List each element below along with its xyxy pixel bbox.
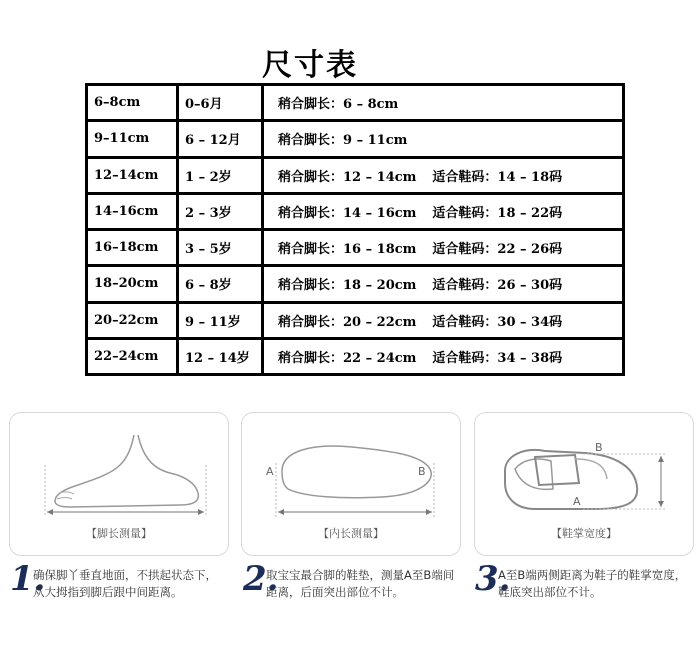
step-text: 取宝宝最合脚的鞋垫，测量A至B端间距离，后面突出部位不计。 (266, 568, 455, 599)
foot-length-text: 稍合脚长：18 – 20cm (278, 278, 417, 294)
foot-range-cell: 16–18cm (87, 230, 178, 266)
table-row (87, 302, 624, 338)
foot-range-cell: 18–20cm (87, 266, 178, 302)
foot-range-cell: 20–22cm (87, 302, 178, 338)
foot-length-text: 稍合脚长：6 – 8cm (278, 97, 399, 113)
size-detail-cell (263, 338, 624, 374)
shoe-size-text: 适合鞋码：18 – 22码 (432, 205, 563, 221)
foot-range-cell: 12–14cm (87, 157, 178, 193)
age-cell: 6 – 8岁 (178, 266, 263, 302)
shoe-size-text: 适合鞋码：14 – 18码 (432, 169, 563, 185)
step-1 (10, 559, 230, 612)
label-b: B (418, 465, 426, 478)
table-row (87, 121, 624, 157)
size-detail-cell (263, 302, 624, 338)
shoe-size-text: 适合鞋码：22 – 26码 (432, 242, 563, 258)
card-foot-length (9, 412, 229, 556)
step-number: 1. (10, 559, 46, 599)
age-cell: 9 – 11岁 (178, 302, 263, 338)
foot-range-cell: 6–8cm (87, 85, 178, 121)
age-cell: 1 – 2岁 (178, 157, 263, 193)
table-row (87, 157, 624, 193)
card-caption: 【鞋掌宽度】 (551, 527, 617, 540)
page-title: 尺寸表 (262, 48, 358, 83)
table-row (87, 230, 624, 266)
table-row (87, 338, 624, 374)
card-caption: 【内长测量】 (318, 527, 384, 540)
foot-range-cell: 9–11cm (87, 121, 178, 157)
foot-length-text: 稍合脚长：20 – 22cm (278, 314, 417, 330)
shoe-size-text: 适合鞋码：34 – 38码 (432, 350, 563, 366)
size-detail-cell (263, 157, 624, 193)
table-row (87, 85, 624, 121)
foot-length-text: 稍合脚长：22 – 24cm (278, 350, 417, 366)
step-text: 确保脚丫垂直地面，不拱起状态下，从大拇指到脚后跟中间距离。 (33, 568, 217, 599)
label-b: B (595, 441, 603, 454)
foot-length-text: 稍合脚长：12 – 14cm (278, 169, 417, 185)
size-detail-cell (263, 85, 624, 121)
size-detail-cell (263, 121, 624, 157)
size-detail-cell (263, 266, 624, 302)
size-detail-cell (263, 193, 624, 229)
label-a: A (266, 465, 274, 478)
foot-length-text: 稍合脚长：9 – 11cm (278, 133, 408, 149)
step-2 (243, 559, 463, 612)
label-a: A (573, 495, 581, 508)
card-sole-width (474, 412, 694, 556)
age-cell: 0–6月 (178, 85, 263, 121)
step-3 (475, 559, 695, 612)
step-text: A至B端两侧距离为鞋子的鞋掌宽度，鞋底突出部位不计。 (498, 568, 687, 599)
shoe-size-text: 适合鞋码：30 – 34码 (432, 314, 563, 330)
table-row (87, 266, 624, 302)
shoe-size-text: 适合鞋码：26 – 30码 (432, 278, 563, 294)
foot-length-text: 稍合脚长：14 – 16cm (278, 205, 417, 221)
foot-length-text: 稍合脚长：16 – 18cm (278, 242, 417, 258)
size-detail-cell (263, 230, 624, 266)
step-number: 3. (475, 559, 511, 599)
foot-range-cell: 22–24cm (87, 338, 178, 374)
age-cell: 6 – 12月 (178, 121, 263, 157)
table-row (87, 193, 624, 229)
step-number: 2. (243, 559, 279, 599)
age-cell: 12 – 14岁 (178, 338, 263, 374)
age-cell: 2 – 3岁 (178, 193, 263, 229)
card-insole-length (241, 412, 461, 556)
size-table (85, 83, 625, 376)
card-caption: 【脚长测量】 (86, 527, 152, 540)
age-cell: 3 – 5岁 (178, 230, 263, 266)
foot-range-cell: 14–16cm (87, 193, 178, 229)
